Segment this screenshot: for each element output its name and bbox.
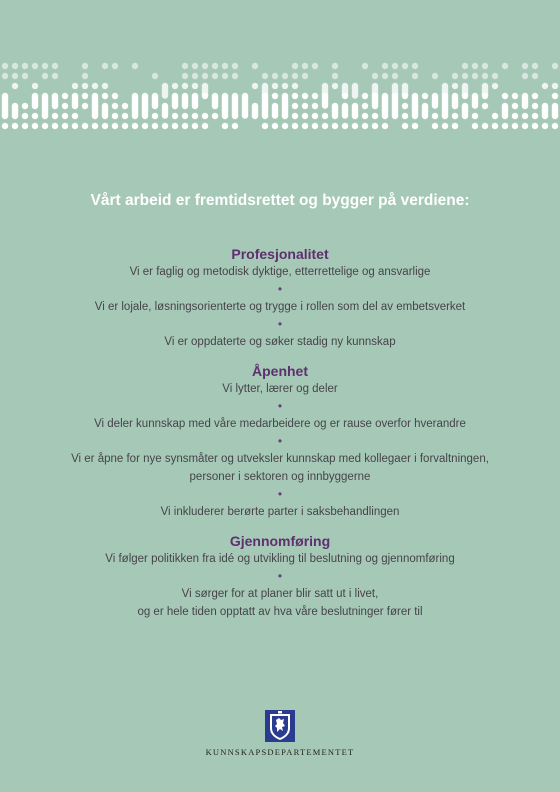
decorative-dot bbox=[372, 73, 378, 79]
decorative-dot bbox=[492, 123, 498, 129]
decorative-dot bbox=[172, 83, 178, 89]
decorative-dot bbox=[292, 83, 298, 89]
decorative-dot bbox=[352, 123, 358, 129]
decorative-dot bbox=[392, 73, 398, 79]
decorative-dot bbox=[452, 73, 458, 79]
decorative-dot bbox=[162, 123, 168, 129]
decorative-dot bbox=[452, 103, 458, 109]
decorative-dot bbox=[422, 93, 428, 99]
decorative-dot bbox=[72, 83, 78, 89]
page-heading: Vårt arbeid er fremtidsrettet og bygger på verdiene: bbox=[90, 192, 470, 209]
decorative-dot bbox=[62, 113, 68, 119]
decorative-dot bbox=[402, 123, 408, 129]
decorative-dot bbox=[232, 63, 238, 69]
decorative-dot bbox=[502, 123, 508, 129]
decorative-dot bbox=[22, 123, 28, 129]
value-statement: personer i sektoren og innbyggerne bbox=[189, 471, 371, 483]
decorative-dot bbox=[212, 113, 218, 119]
decorative-dot bbox=[382, 123, 388, 129]
decorative-dot bbox=[392, 113, 398, 119]
ministry-name: KUNNSKAPSDEPARTEMENTET bbox=[205, 747, 355, 757]
decorative-dot bbox=[182, 73, 188, 79]
decorative-dot bbox=[192, 103, 198, 109]
decorative-dot bbox=[552, 63, 558, 69]
decorative-dot bbox=[72, 123, 78, 129]
decorative-dot bbox=[32, 113, 38, 119]
decorative-dot bbox=[142, 123, 148, 129]
decorative-dot bbox=[32, 83, 38, 89]
value-section bbox=[0, 533, 560, 621]
decorative-dot bbox=[402, 63, 408, 69]
decorative-dot bbox=[462, 63, 468, 69]
decorative-dot bbox=[162, 103, 168, 119]
decorative-dot bbox=[52, 73, 58, 79]
decorative-dot bbox=[242, 103, 248, 119]
decorative-dot bbox=[552, 113, 558, 119]
decorative-dot bbox=[272, 83, 278, 89]
decorative-dot bbox=[52, 123, 58, 129]
decorative-dot bbox=[152, 123, 158, 129]
decorative-dot bbox=[512, 113, 518, 119]
decorative-dot bbox=[202, 123, 208, 129]
decorative-dot bbox=[312, 93, 318, 99]
decorative-dot bbox=[442, 113, 448, 119]
decorative-dot bbox=[552, 93, 558, 99]
decorative-dot bbox=[312, 123, 318, 129]
decorative-dot bbox=[282, 113, 288, 119]
decorative-dot bbox=[472, 123, 478, 129]
value-statement: og er hele tiden opptatt av hva våre beslutninger fører til bbox=[137, 606, 423, 618]
decorative-dot bbox=[432, 113, 438, 119]
decorative-dot bbox=[272, 93, 278, 99]
decorative-dot bbox=[292, 73, 298, 79]
decorative-dot bbox=[362, 123, 368, 129]
decorative-dot bbox=[62, 93, 68, 99]
decorative-dot bbox=[492, 73, 498, 79]
decorative-dot bbox=[312, 103, 318, 109]
decorative-dot bbox=[302, 73, 308, 79]
decorative-dot bbox=[232, 73, 238, 79]
decorative-dot bbox=[202, 113, 208, 119]
decorative-dot bbox=[382, 113, 388, 119]
decorative-dot bbox=[332, 63, 338, 69]
decorative-dot bbox=[302, 63, 308, 69]
decorative-dot bbox=[512, 123, 518, 129]
decorative-dot bbox=[132, 63, 138, 69]
ministry-logo bbox=[0, 710, 560, 757]
decorative-dot bbox=[222, 73, 228, 79]
decorative-dot bbox=[482, 123, 488, 129]
decorative-dot bbox=[272, 73, 278, 79]
decorative-dot bbox=[42, 63, 48, 69]
decorative-dot bbox=[102, 63, 108, 69]
decorative-dot bbox=[552, 83, 558, 89]
decorative-dot bbox=[32, 103, 38, 109]
decorative-dot bbox=[452, 113, 458, 119]
decorative-dot bbox=[162, 83, 168, 99]
decorative-dot bbox=[192, 63, 198, 69]
decorative-dot bbox=[192, 123, 198, 129]
decorative-dot bbox=[452, 123, 458, 129]
decorative-dot bbox=[372, 113, 378, 119]
decorative-dot bbox=[112, 93, 118, 99]
decorative-dot bbox=[252, 113, 258, 119]
decorative-dot bbox=[212, 63, 218, 69]
decorative-dot bbox=[462, 113, 468, 119]
section-title: Profesjonalitet bbox=[231, 246, 329, 262]
decorative-dot bbox=[512, 103, 518, 109]
decorative-dot bbox=[402, 93, 408, 99]
decorative-dot bbox=[332, 123, 338, 129]
decorative-dot bbox=[12, 73, 18, 79]
bullet-separator: • bbox=[277, 317, 283, 331]
decorative-dot bbox=[32, 63, 38, 69]
decorative-dot bbox=[32, 123, 38, 129]
decorative-dot bbox=[72, 103, 78, 109]
decorative-dot bbox=[12, 63, 18, 69]
value-section bbox=[0, 363, 560, 521]
decorative-dot bbox=[302, 103, 308, 109]
decorative-dot bbox=[12, 83, 18, 89]
value-statement: Vi inkluderer berørte parter i saksbehandlingen bbox=[160, 506, 400, 518]
bullet-separator: • bbox=[277, 282, 283, 296]
decorative-dot bbox=[252, 83, 258, 89]
decorative-dot bbox=[502, 63, 508, 69]
decorative-dot bbox=[322, 123, 328, 129]
decorative-dot bbox=[472, 113, 478, 119]
decorative-dot bbox=[512, 93, 518, 99]
bullet-separator: • bbox=[277, 569, 283, 583]
decorative-dot bbox=[452, 83, 458, 89]
bullet-separator: • bbox=[277, 487, 283, 501]
decorative-dot bbox=[222, 123, 228, 129]
decorative-dot bbox=[282, 73, 288, 79]
decorative-dot bbox=[482, 103, 488, 109]
decorative-dot bbox=[402, 103, 408, 109]
decorative-dot bbox=[122, 123, 128, 129]
decorative-dot bbox=[62, 103, 68, 109]
decorative-dot bbox=[302, 113, 308, 119]
decorative-dot bbox=[412, 123, 418, 129]
decorative-dot bbox=[292, 63, 298, 69]
decorative-dot bbox=[262, 113, 268, 119]
decorative-dot bbox=[202, 63, 208, 69]
section-title: Åpenhet bbox=[252, 363, 308, 379]
decorative-dot bbox=[182, 103, 188, 109]
decorative-dot bbox=[202, 93, 208, 99]
decorative-dot bbox=[522, 123, 528, 129]
decorative-dot bbox=[82, 103, 88, 109]
decorative-dot bbox=[552, 123, 558, 129]
decorative-dot bbox=[362, 103, 368, 109]
decorative-dot bbox=[82, 83, 88, 89]
decorative-dot-pattern bbox=[0, 60, 560, 140]
decorative-dot bbox=[402, 113, 408, 119]
decorative-dot bbox=[82, 73, 88, 79]
decorative-dot bbox=[2, 123, 8, 129]
norwegian-coat-of-arms-icon bbox=[265, 710, 295, 742]
decorative-dot bbox=[272, 123, 278, 129]
decorative-dot bbox=[412, 63, 418, 69]
decorative-dot bbox=[202, 73, 208, 79]
decorative-dot bbox=[52, 63, 58, 69]
decorative-dot bbox=[502, 93, 508, 99]
decorative-dot bbox=[122, 103, 128, 109]
decorative-dot bbox=[532, 113, 538, 119]
decorative-dot bbox=[532, 123, 538, 129]
decorative-dot bbox=[412, 113, 418, 119]
value-statement: Vi er oppdaterte og søker stadig ny kunnskap bbox=[164, 336, 396, 348]
decorative-dot bbox=[352, 113, 358, 119]
decorative-dot bbox=[2, 113, 8, 119]
decorative-dot bbox=[542, 83, 548, 89]
bullet-separator: • bbox=[277, 399, 283, 413]
decorative-dot bbox=[132, 123, 138, 129]
decorative-dot bbox=[312, 63, 318, 69]
decorative-dot bbox=[92, 113, 98, 119]
decorative-dot bbox=[112, 113, 118, 119]
decorative-dot bbox=[372, 123, 378, 129]
decorative-dot bbox=[92, 123, 98, 129]
decorative-dot bbox=[292, 123, 298, 129]
decorative-dot bbox=[312, 113, 318, 119]
decorative-dot bbox=[542, 113, 548, 119]
decorative-dot bbox=[362, 93, 368, 99]
decorative-dot bbox=[522, 113, 528, 119]
decorative-dot bbox=[302, 93, 308, 99]
decorative-dot bbox=[342, 123, 348, 129]
bullet-separator: • bbox=[277, 434, 283, 448]
decorative-dot bbox=[182, 63, 188, 69]
decorative-dot bbox=[422, 113, 428, 119]
decorative-dot bbox=[232, 123, 238, 129]
decorative-dot bbox=[332, 73, 338, 79]
value-statement: Vi er åpne for nye synsmåter og utveksler kunnskap med kollegaer i forvaltningen, bbox=[71, 453, 489, 465]
decorative-dot bbox=[42, 73, 48, 79]
decorative-dot bbox=[192, 83, 198, 89]
decorative-dot bbox=[182, 123, 188, 129]
decorative-dot bbox=[482, 73, 488, 79]
decorative-dot bbox=[172, 103, 178, 109]
value-statement: Vi følger politikken fra idé og utvikling til beslutning og gjennomføring bbox=[105, 553, 455, 565]
decorative-dot bbox=[192, 113, 198, 119]
decorative-dot bbox=[52, 113, 58, 119]
decorative-dot bbox=[332, 83, 338, 89]
value-statement: Vi er lojale, løsningsorienterte og trygge i rollen som del av embetsverket bbox=[94, 301, 466, 313]
decorative-dot bbox=[12, 123, 18, 129]
value-statement: Vi er faglig og metodisk dyktige, etterrettelige og ansvarlige bbox=[129, 266, 431, 278]
decorative-dot bbox=[22, 113, 28, 119]
decorative-dot bbox=[182, 113, 188, 119]
decorative-dot bbox=[482, 63, 488, 69]
decorative-dot bbox=[42, 123, 48, 129]
decorative-dot bbox=[492, 113, 498, 119]
decorative-dot bbox=[432, 73, 438, 79]
decorative-dot bbox=[112, 103, 118, 109]
decorative-dot bbox=[442, 123, 448, 129]
decorative-dot bbox=[2, 63, 8, 69]
decorative-dot bbox=[292, 103, 298, 109]
decorative-dot bbox=[152, 73, 158, 79]
decorative-dot bbox=[272, 103, 278, 119]
section-title: Gjennomføring bbox=[229, 533, 331, 549]
decorative-dot bbox=[342, 103, 348, 119]
decorative-dot bbox=[52, 103, 58, 109]
decorative-dot bbox=[462, 93, 468, 99]
value-statement: Vi sørger for at planer blir satt ut i livet, bbox=[181, 588, 379, 600]
decorative-dot bbox=[262, 123, 268, 129]
decorative-dot bbox=[112, 123, 118, 129]
decorative-dot bbox=[12, 113, 18, 119]
value-statement: Vi deler kunnskap med våre medarbeidere og er rause overfor hverandre bbox=[94, 418, 466, 430]
decorative-dot bbox=[492, 83, 498, 89]
decorative-dot bbox=[522, 103, 528, 109]
decorative-dot bbox=[392, 63, 398, 69]
decorative-dot bbox=[22, 73, 28, 79]
decorative-dot bbox=[382, 63, 388, 69]
value-statement: Vi lytter, lærer og deler bbox=[222, 383, 338, 395]
decorative-dot bbox=[472, 63, 478, 69]
value-section bbox=[0, 246, 560, 351]
decorative-dot bbox=[472, 73, 478, 79]
decorative-dot bbox=[192, 73, 198, 79]
decorative-dot bbox=[462, 73, 468, 79]
decorative-dot bbox=[42, 113, 48, 119]
decorative-dot bbox=[22, 63, 28, 69]
decorative-dot bbox=[412, 73, 418, 79]
decorative-dot bbox=[102, 123, 108, 129]
decorative-dot bbox=[532, 93, 538, 99]
decorative-dot bbox=[382, 73, 388, 79]
decorative-dot bbox=[132, 113, 138, 119]
decorative-dot bbox=[532, 103, 538, 109]
decorative-dot bbox=[532, 73, 538, 79]
decorative-dot bbox=[262, 73, 268, 79]
decorative-dot bbox=[22, 103, 28, 109]
decorative-dot bbox=[502, 113, 508, 119]
decorative-dot bbox=[292, 93, 298, 99]
decorative-dot bbox=[322, 113, 328, 119]
decorative-dot bbox=[102, 83, 108, 89]
decorative-dot bbox=[172, 123, 178, 129]
decorative-dot bbox=[482, 93, 488, 99]
decorative-dot bbox=[322, 93, 328, 109]
decorative-dot bbox=[222, 113, 228, 119]
decorative-dot bbox=[82, 123, 88, 129]
decorative-dot bbox=[142, 113, 148, 119]
decorative-dot bbox=[82, 63, 88, 69]
decorative-dot bbox=[302, 123, 308, 129]
decorative-dot bbox=[62, 123, 68, 129]
decorative-dot bbox=[522, 73, 528, 79]
decorative-dot bbox=[122, 113, 128, 119]
decorative-dot bbox=[472, 93, 478, 109]
decorative-dot bbox=[2, 73, 8, 79]
decorative-dot bbox=[542, 123, 548, 129]
decorative-dot bbox=[342, 93, 348, 99]
decorative-dot bbox=[292, 113, 298, 119]
decorative-dot bbox=[222, 63, 228, 69]
decorative-dot bbox=[432, 123, 438, 129]
decorative-dot bbox=[232, 113, 238, 119]
decorative-dot bbox=[362, 113, 368, 119]
decorative-dot bbox=[432, 93, 438, 109]
decorative-dot bbox=[102, 113, 108, 119]
decorative-dot bbox=[372, 103, 378, 109]
decorative-dot bbox=[82, 93, 88, 99]
decorative-dot bbox=[252, 63, 258, 69]
decorative-dot bbox=[92, 83, 98, 89]
decorative-dot bbox=[152, 103, 158, 109]
decorative-dot bbox=[212, 103, 218, 109]
decorative-dot bbox=[72, 113, 78, 119]
decorative-dot bbox=[532, 63, 538, 69]
decorative-dot bbox=[182, 83, 188, 89]
decorative-dot bbox=[282, 123, 288, 129]
decorative-dot bbox=[522, 63, 528, 69]
decorative-dot bbox=[352, 83, 358, 99]
decorative-dot bbox=[282, 83, 288, 89]
decorative-dot bbox=[332, 113, 338, 119]
decorative-dot bbox=[212, 73, 218, 79]
decorative-dot bbox=[112, 63, 118, 69]
decorative-dot bbox=[102, 93, 108, 99]
decorative-dot bbox=[362, 63, 368, 69]
decorative-dot bbox=[172, 113, 178, 119]
decorative-dot bbox=[152, 113, 158, 119]
values-list bbox=[0, 246, 560, 621]
